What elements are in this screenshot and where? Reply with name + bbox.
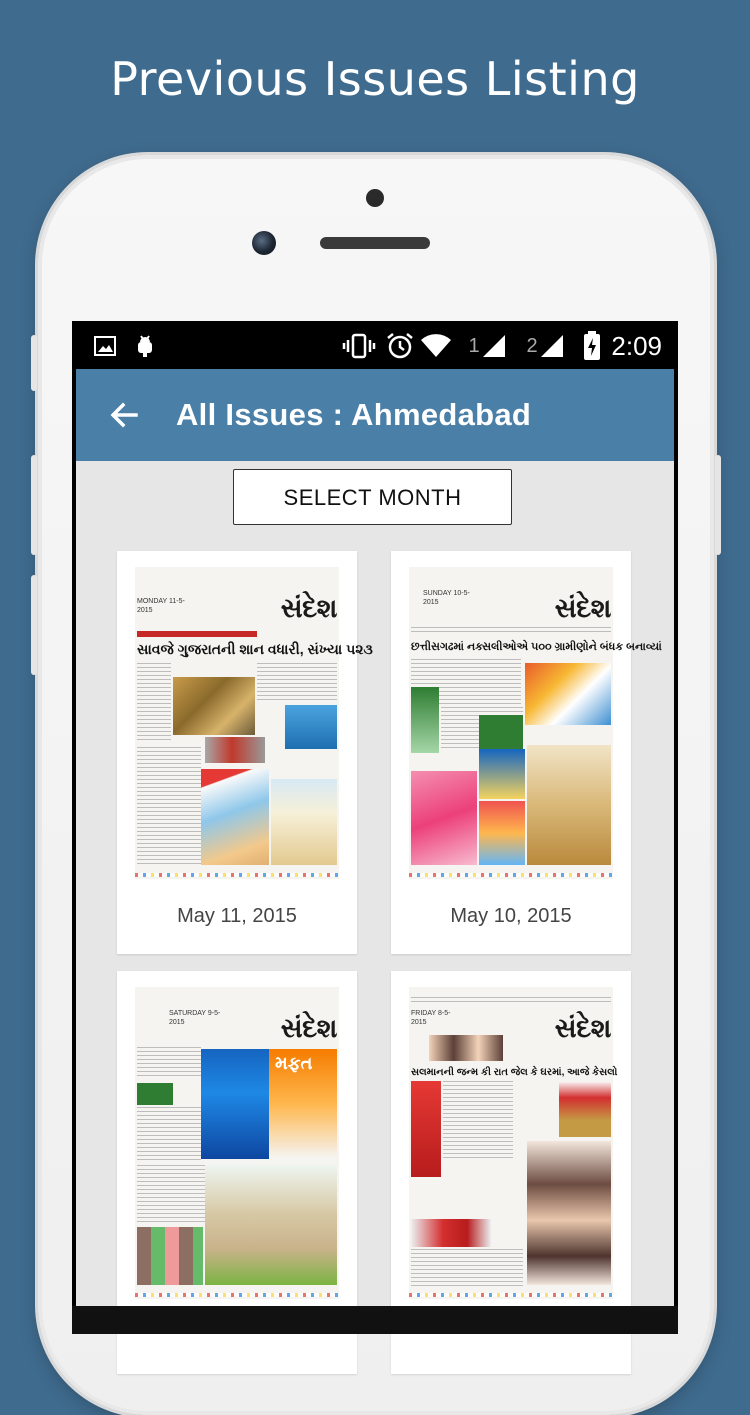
ad-people (429, 1035, 503, 1061)
battery-charging-icon (580, 321, 604, 371)
ad-child (201, 769, 269, 865)
ad-lux-soap (411, 771, 477, 865)
newspaper-masthead: સંદેશ (280, 1013, 337, 1044)
car-photo (205, 737, 265, 763)
text-column (257, 663, 337, 703)
image-icon (92, 321, 118, 371)
ad-summer-carnival (525, 663, 611, 725)
issue-date: May 10, 2015 (450, 905, 572, 927)
wifi-icon (420, 321, 452, 371)
phone-side-button (715, 455, 721, 555)
sim1-label: 1 (468, 334, 480, 357)
ad-man-portrait (201, 1049, 269, 1159)
ad-building (205, 1165, 337, 1285)
phone-side-button (31, 575, 37, 675)
ad-offer-text: મફત (275, 1053, 313, 1073)
issue-thumbnail (135, 567, 373, 879)
app-toolbar (76, 369, 674, 461)
text-column (137, 1107, 201, 1161)
promo-title: Previous Issues Listing (110, 52, 640, 106)
front-camera (252, 231, 276, 255)
text-column (411, 1249, 523, 1289)
issue-headline: સલમાનની જન્મ કી રાત જેલ કે ઘરમાં, આજે કેસલો (411, 1067, 618, 1078)
phone-side-button (31, 455, 37, 555)
alarm-icon (385, 321, 415, 371)
text-column (443, 1081, 513, 1161)
vibrate-icon (342, 321, 376, 371)
phone-speaker (320, 237, 430, 249)
ad-hair-models (527, 1141, 611, 1285)
ad-block (285, 705, 337, 749)
issue-dateline: SATURDAY 9-5-2015 (169, 1010, 221, 1026)
text-strip (411, 997, 611, 1003)
arrow-left-icon[interactable] (106, 397, 142, 433)
print-marks (409, 1293, 613, 1297)
signal-icon (462, 321, 512, 371)
issue-card[interactable] (117, 551, 373, 954)
issue-thumbnail (409, 567, 662, 879)
select-month-button[interactable]: SELECT MONTH (233, 469, 512, 525)
ad-vimal (559, 1081, 611, 1137)
issue-thumbnail (135, 987, 339, 1299)
ad-green-bottle (411, 687, 439, 753)
newspaper-masthead: સંદેશ (554, 1013, 611, 1044)
issue-headline: સાવજે ગુજરાતની શાન વધારી, સંખ્યા ૫૨૩ (137, 641, 373, 657)
text-column (137, 1047, 201, 1077)
ad-red-car (411, 1219, 491, 1247)
ad-gold-coins (527, 745, 611, 865)
page-title: All Issues : Ahmedabad (176, 397, 532, 432)
phone-side-button (31, 335, 37, 391)
sim2-label: 2 (526, 334, 538, 357)
signal-icon (520, 321, 570, 371)
system-navigation-bar (72, 1306, 678, 1334)
status-bar (72, 321, 678, 371)
photo-strip (137, 1227, 203, 1285)
ad-77 (271, 779, 337, 865)
issue-dateline: SUNDAY 10-5-2015 (423, 590, 470, 606)
headline-strip (137, 631, 257, 637)
phone-sensor (366, 189, 384, 207)
issue-dateline: MONDAY 11-5-2015 (137, 598, 185, 614)
status-time: 2:09 (611, 331, 662, 361)
issue-card[interactable] (391, 551, 662, 954)
text-column (137, 747, 201, 867)
ad-spice (411, 1081, 441, 1177)
android-debug-icon (132, 321, 158, 371)
issues-content (76, 461, 674, 1334)
ad-fruit-shop (137, 1083, 173, 1105)
lion-photo (173, 677, 255, 735)
print-marks (135, 873, 339, 877)
issue-headline: છત્તીસગઢમાં નક્સલીઓએ ૫૦૦ ગ્રામીણોને બંધક બનાવ્યાં (411, 641, 662, 653)
ad-amul (479, 749, 525, 799)
newspaper-masthead: સંદેશ (280, 593, 337, 624)
issue-dateline: FRIDAY 8-5-2015 (411, 1010, 451, 1026)
phone-screen (72, 321, 678, 1334)
text-strip (411, 627, 611, 633)
newspaper-masthead: સંદેશ (554, 593, 611, 624)
issue-date: May 11, 2015 (177, 905, 297, 927)
print-marks (135, 1293, 339, 1297)
ad-fruit-shop (479, 715, 523, 749)
ad-ice-cream (479, 801, 525, 865)
text-column (137, 663, 171, 743)
print-marks (409, 873, 613, 877)
issue-thumbnail (409, 987, 618, 1299)
